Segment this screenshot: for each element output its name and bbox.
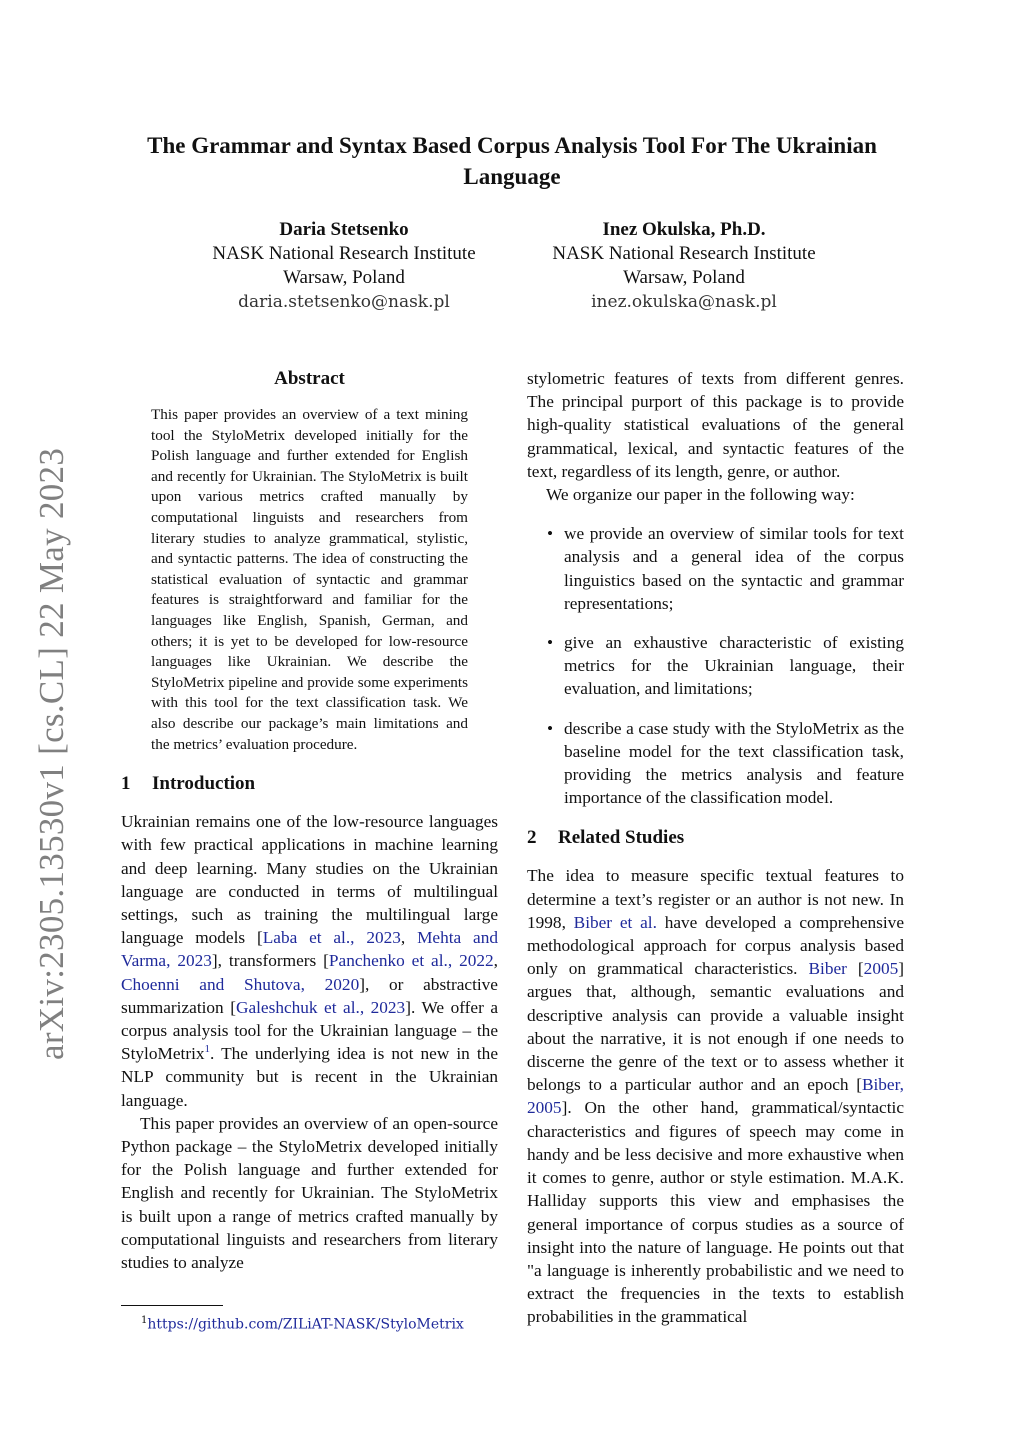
citation-link[interactable]: Choenni and Shutova, 2020	[121, 974, 360, 994]
author-affiliation: NASK National Research Institute	[552, 243, 816, 264]
section-heading-introduction	[121, 772, 498, 796]
section-number: 2	[527, 827, 537, 849]
author-name: Inez Okulska, Ph.D.	[602, 219, 766, 240]
contribution-list	[527, 522, 904, 809]
paper-title: The Grammar and Syntax Based Corpus Analysis Tool For The Ukrainian Language	[147, 133, 877, 189]
citation-link[interactable]: 2005	[863, 959, 899, 979]
introduction-paragraph-2: This paper provides an overview of an open-source Python package – the StyloMetrix developed initially for the Polish language and further extended for English and recently for Ukrainian. The StyloMetrix is built upon a range of metrics crafted manually by computational linguists and researchers from literary studies to analyze	[121, 1113, 498, 1272]
citation-link[interactable]: Galeshchuk et al., 2023	[235, 997, 406, 1017]
bullet-icon: •	[547, 524, 554, 544]
footnote-divider	[121, 1305, 223, 1306]
citation-link[interactable]: Panchenko et al., 2022	[328, 951, 494, 971]
citation-link[interactable]: Biber et al.	[573, 912, 657, 932]
author-name: Daria Stetsenko	[279, 219, 409, 240]
related-studies-paragraph-1: The idea to measure specific textual features to determine a text’s register or an author is not new. In 1998, Biber et al. have developed a comprehensive methodological approach for corpus analysis based only on grammatical characteristics. Biber [2005] argues that, although, semantic evaluations and descriptive analysis can provide a valuable insight about the narrative, it is not enough if one needs to discerne the genre of the text or to assess whether it belongs to a particular author and an epoch [Biber, 2005]. On the other hand, grammatical/syntactic characteristics and figures of speech may come in handy and be less decisive and more exhaustive when it comes to genre, author or style estimation. M.A.K. Halliday supports this view and emphasises the general importance of corpus studies as a source of insight into the nature of language. He points out that "a language is inherently probabilistic and we need to extract the frequencies in the texts to establish probabilities in the grammatical	[527, 866, 904, 1327]
list-item: • we provide an overview of similar tools for text analysis and a general idea of the corpus linguistics based on the syntactic and grammar representations;	[547, 524, 904, 613]
citation-link[interactable]: Biber, 2005	[527, 1075, 904, 1118]
footnote-url-link[interactable]: https://github.com/ZILiAT-NASK/StyloMetrix	[147, 1316, 464, 1333]
footnote-number: 1	[141, 1315, 148, 1326]
left-column	[121, 367, 498, 1274]
footnote-marker-link[interactable]: 1	[204, 1043, 211, 1056]
bullet-icon: •	[547, 633, 554, 653]
author-location: Warsaw, Poland	[623, 267, 745, 288]
citation-link[interactable]: Laba et al., 2023	[262, 928, 401, 948]
author-location: Warsaw, Poland	[283, 267, 405, 288]
citation-link[interactable]: Biber	[808, 959, 847, 979]
author-affiliation: NASK National Research Institute	[212, 243, 476, 264]
abstract-heading: Abstract	[274, 368, 345, 389]
section-title: Related Studies	[558, 827, 685, 849]
abstract-text: This paper provides an overview of a text mining tool the StyloMetrix developed initially for the Polish language and further extended for English and recently for Ukrainian. The StyloMetrix is built upon various metrics crafted manually by computational linguists and researchers from literary studies to analyze grammatical, stylistic, and syntactic patterns. The idea of constructing the statistical evaluation of syntactic and grammar features is straightforward and familiar for the languages like English, Spanish, German, and others; it is yet to be developed for low-resource languages like Ukrainian. We describe the StyloMetrix pipeline and provide some experiments with this tool for the text classification task. We also describe our package’s main limitations and the metrics’ evaluation procedure.	[151, 406, 468, 753]
list-item: • give an exhaustive characteristic of existing metrics for the Ukrainian language, their evaluation, and limitations;	[547, 633, 904, 699]
list-item: • describe a case study with the StyloMetrix as the baseline model for the text classification task, providing the metrics analysis and feature importance of the classification model.	[547, 718, 904, 808]
right-column	[527, 367, 904, 1329]
section-number: 1	[121, 773, 131, 795]
section-title: Introduction	[152, 773, 256, 795]
footnote	[141, 1312, 464, 1334]
introduction-paragraph-4: We organize our paper in the following way:	[546, 485, 855, 505]
author-email[interactable]: inez.okulska@nask.pl	[591, 292, 777, 312]
author-email[interactable]: daria.stetsenko@nask.pl	[238, 292, 450, 312]
author-block-2	[524, 218, 844, 314]
citation-link[interactable]: Mehta and Varma, 2023	[121, 928, 498, 971]
introduction-paragraph-1: Ukrainian remains one of the low-resource languages with few practical applications in machine learning and deep learning. Many studies on the Ukrainian language are conducted in terms of multilingual settings, such as training the multilingual large language models [Laba et al., 2023, Mehta and Varma, 2023], transformers [Panchenko et al., 2022, Choenni and Shutova, 2020], or abstractive summarization [Galeshchuk et al., 2023]. We offer a corpus analysis tool for the Ukrainian language – the StyloMetrix$^1$. The underlying idea is not new in the NLP community but is recent in the Ukrainian language.	[121, 812, 498, 1110]
introduction-paragraph-3: stylometric features of texts from different genres. The principal purport of this package is to provide high-quality statistical evaluations of the general grammatical, lexical, and syntactic features of the text, regardless of its length, genre, or author.	[527, 369, 904, 481]
arxiv-identifier-stamp: arXiv:2305.13530v1 [cs.CL] 22 May 2023	[32, 447, 71, 1060]
author-block-1	[184, 218, 504, 314]
section-heading-related-studies	[527, 826, 904, 850]
bullet-icon: •	[547, 718, 554, 738]
